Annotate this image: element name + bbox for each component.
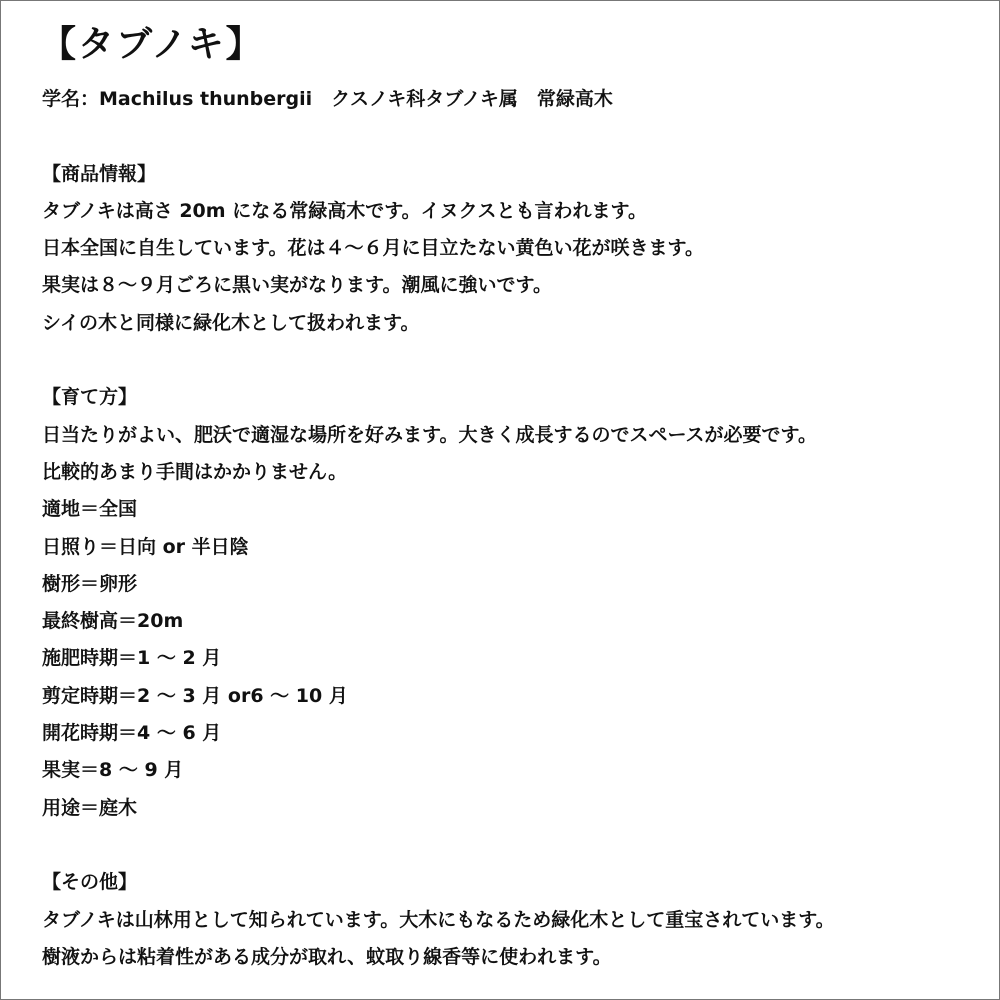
text-line: 用途＝庭木 — [42, 796, 138, 819]
spacer — [42, 827, 835, 864]
text-line: シイの木と同様に緑化木として扱われます。 — [42, 311, 420, 334]
section-heading-other: 【その他】 — [42, 871, 138, 894]
text-line: 果実は８～９月ごろに黒い実がなります。潮風に強いです。 — [42, 274, 552, 297]
document-body — [42, 81, 835, 976]
section-heading-growing: 【育て方】 — [42, 386, 138, 409]
text-line: 日本全国に自生しています。花は４～６月に目立たない黄色い花が咲きます。 — [42, 237, 704, 260]
text-line: 剪定時期＝2 ～ 3 月 or6 ～ 10 月 — [42, 684, 348, 707]
text-line: 果実＝8 ～ 9 月 — [42, 759, 184, 782]
section-heading-product-info: 【商品情報】 — [42, 162, 157, 185]
text-line: タブノキは高さ 20m になる常緑高木です。イヌクスとも言われます。 — [42, 199, 647, 222]
text-line: 樹液からは粘着性がある成分が取れ、蚊取り線香等に使われます。 — [42, 945, 612, 968]
text-line: 施肥時期＝1 ～ 2 月 — [42, 647, 222, 670]
text-line: 樹形＝卵形 — [42, 572, 138, 595]
text-line: 日当たりがよい、肥沃で適湿な場所を好みます。大きく成長するのでスペースが必要です。 — [42, 423, 818, 446]
spacer — [42, 342, 835, 379]
text-line: 開花時期＝4 ～ 6 月 — [42, 722, 222, 745]
text-line: 日照り＝日向 or 半日陰 — [42, 535, 249, 558]
text-line: 適地＝全国 — [42, 498, 138, 521]
page-title: 【タブノキ】 — [40, 24, 264, 65]
text-line: タブノキは山林用として知られています。大木にもなるため緑化木として重宝されています。 — [42, 908, 835, 931]
spacer — [42, 118, 835, 155]
text-line: 最終樹高＝20m — [42, 610, 184, 633]
scientific-name: 学名：Machilus thunbergii クスノキ科タブノキ属 常緑高木 — [42, 88, 613, 110]
text-line: 比較的あまり手間はかかりません。 — [42, 460, 348, 483]
